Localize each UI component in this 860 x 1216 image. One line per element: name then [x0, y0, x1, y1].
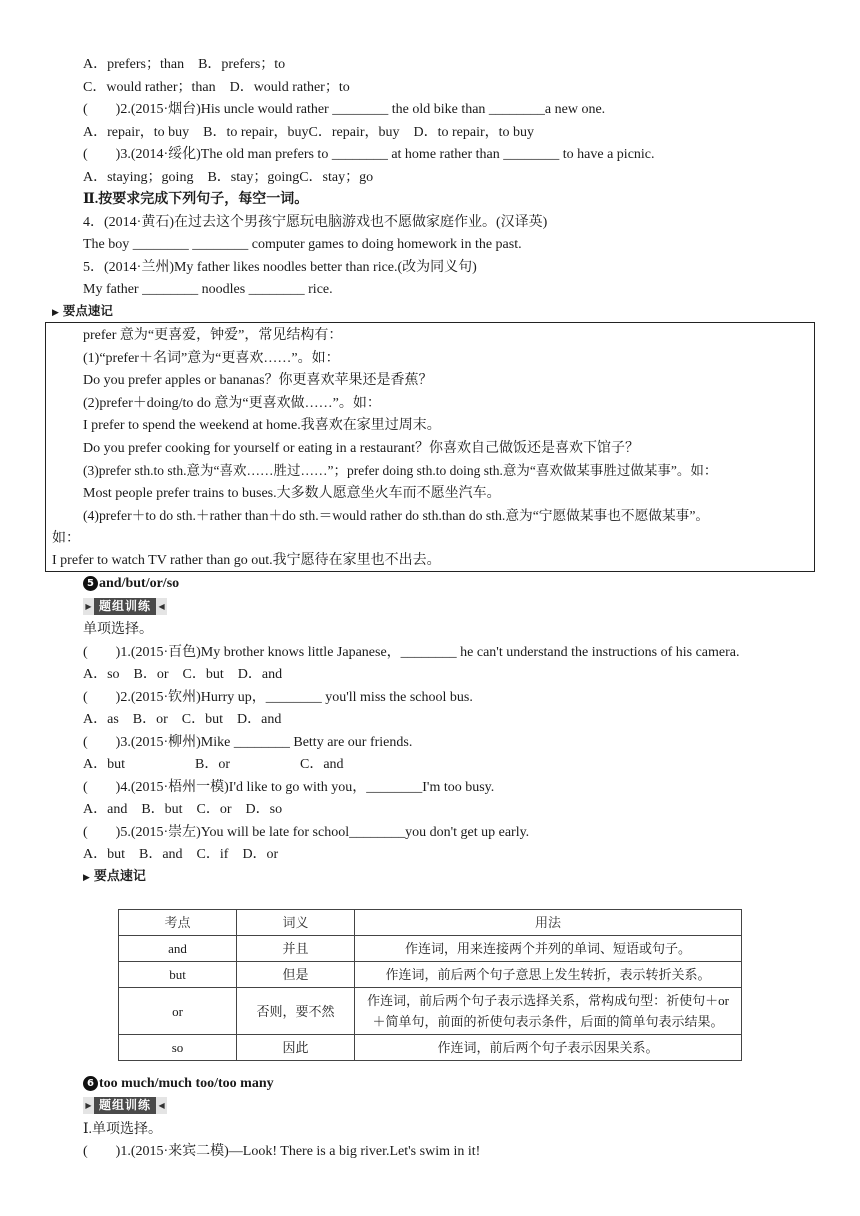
- key-points-label: [83, 868, 146, 887]
- question-line: ( )2.(2015·烟台)His uncle would rather ________ the old bike than ________a new one.: [83, 102, 606, 117]
- section-heading: [83, 574, 179, 594]
- table-cell: but: [119, 962, 237, 988]
- option-line: A．so B．or C．but D．and: [83, 667, 283, 682]
- section-title: and/but/or/so: [99, 576, 180, 591]
- option-line: A．but B．or C．and: [83, 757, 344, 772]
- question-line: ( )3.(2015·柳州)Mike ________ Betty are our friends.: [83, 735, 413, 750]
- option-line: A．as B．or C．but D．and: [83, 712, 282, 727]
- box-line: I prefer to spend the weekend at home.我喜欢在家里过周末。: [83, 418, 441, 433]
- option-line: A．staying；going B．stay；goingC．stay；go: [83, 170, 374, 185]
- table-cell: 作连词，前后两个句子意思上发生转折，表示转折关系。: [355, 962, 742, 988]
- table-header-row: [119, 910, 742, 936]
- arrow-right-icon: ▶: [83, 1097, 94, 1114]
- section-number-badge: 6: [83, 1076, 98, 1091]
- box-line: prefer 意为“更喜爱，钟爱”，常见结构有：: [83, 328, 343, 343]
- table-header: 词义: [237, 910, 355, 936]
- table-header: 用法: [355, 910, 742, 936]
- question-line: 4．(2014·黄石)在过去这个男孩宁愿玩电脑游戏也不愿做家庭作业。(汉译英): [83, 215, 548, 230]
- key-points-text: 要点速记: [62, 303, 113, 318]
- box-line: (2)prefer＋doing/to do 意为“更喜欢做……”。如：: [83, 396, 381, 411]
- table-header: 考点: [119, 910, 237, 936]
- box-line: I prefer to watch TV rather than go out.我宁愿待在家里也不出去。: [52, 553, 441, 568]
- table-row: [119, 962, 742, 988]
- practice-banner: [83, 1097, 167, 1114]
- instruction: 单项选择。: [83, 622, 153, 637]
- question-line: ( )2.(2015·钦州)Hurry up，________ you'll miss the school bus.: [83, 690, 473, 705]
- option-line: A．but B．and C．if D．or: [83, 847, 279, 862]
- table-cell: so: [119, 1035, 237, 1061]
- table-cell: 否则，要不然: [237, 988, 355, 1035]
- table-cell: 作连词，用来连接两个并列的单词、短语或句子。: [355, 936, 742, 962]
- triangle-icon: ▶: [83, 873, 90, 883]
- arrow-left-icon: ◀: [156, 1097, 167, 1114]
- box-line: 如：: [52, 531, 80, 546]
- box-line: (1)“prefer＋名词”意为“更喜欢……”。如：: [83, 351, 340, 366]
- instruction: Ⅰ.单项选择。: [83, 1122, 163, 1137]
- section-number-badge: 5: [83, 576, 98, 591]
- box-line: Do you prefer apples or bananas？你更喜欢苹果还是香蕉？: [83, 373, 433, 388]
- question-line: ( )3.(2014·绥化)The old man prefers to ________ at home rather than ________ to have a picnic.: [83, 147, 655, 162]
- table-row: [119, 988, 742, 1035]
- table-cell: 作连词，前后两个句子表示因果关系。: [355, 1035, 742, 1061]
- question-line: 5．(2014·兰州)My father likes noodles better than rice.(改为同义句): [83, 260, 477, 275]
- section-instruction: Ⅱ.按要求完成下列句子，每空一词。: [83, 192, 309, 207]
- option-line: C．would rather；than D．would rather；to: [83, 80, 350, 95]
- box-line: (3)prefer sth.to sth.意为“喜欢……胜过……”；prefer doing sth.to doing sth.意为“喜欢做某事胜过做某事”。如：: [83, 463, 718, 478]
- table-row: [119, 1035, 742, 1061]
- table-cell: 但是: [237, 962, 355, 988]
- key-points-text: 要点速记: [93, 869, 146, 884]
- table-cell: 作连词，前后两个句子表示选择关系，常构成句型：祈使句＋or＋简单句，前面的祈使句表示条件，后面的简单句表示结果。: [355, 988, 742, 1035]
- practice-banner: [83, 598, 167, 615]
- table-cell: or: [119, 988, 237, 1035]
- box-line: (4)prefer＋to do sth.＋rather than＋do sth.＝would rather do sth.than do sth.意为“宁愿做某事也不愿做某事”。: [83, 508, 710, 523]
- question-line: ( )4.(2015·梧州一模)I'd like to go with you，________I'm too busy.: [83, 780, 495, 795]
- box-line: Do you prefer cooking for yourself or eating in a restaurant？你喜欢自己做饭还是喜欢下馆子？: [83, 441, 639, 456]
- banner-label: 题组训练: [94, 598, 156, 615]
- section-title: too much/much too/too many: [99, 1076, 274, 1091]
- arrow-right-icon: ▶: [83, 598, 94, 615]
- key-points-label: [52, 302, 113, 322]
- triangle-icon: ▶: [52, 308, 59, 318]
- box-line: Most people prefer trains to buses.大多数人愿意坐火车而不愿坐汽车。: [83, 486, 501, 501]
- option-line: A．and B．but C．or D．so: [83, 802, 283, 817]
- usage-table: [118, 909, 742, 1061]
- question-line: ( )1.(2015·百色)My brother knows little Japanese，________ he can't understand the instructions of his camera.: [83, 645, 740, 660]
- option-line: A．repair，to buy B．to repair，buyC．repair，buy D．to repair，to buy: [83, 125, 535, 140]
- section-heading: [83, 1074, 274, 1094]
- answer-line: The boy ________ ________ computer games to doing homework in the past.: [83, 237, 522, 252]
- question-line: ( )1.(2015·来宾二模)—Look! There is a big river.Let's swim in it!: [83, 1144, 481, 1159]
- banner-label: 题组训练: [94, 1097, 156, 1114]
- table-cell: and: [119, 936, 237, 962]
- answer-line: My father ________ noodles ________ rice.: [83, 282, 333, 297]
- arrow-left-icon: ◀: [156, 598, 167, 615]
- table-row: [119, 936, 742, 962]
- table-cell: 并且: [237, 936, 355, 962]
- question-line: ( )5.(2015·崇左)You will be late for school________you don't get up early.: [83, 825, 530, 840]
- option-line: A．prefers；than B．prefers；to: [83, 57, 286, 72]
- table-cell: 因此: [237, 1035, 355, 1061]
